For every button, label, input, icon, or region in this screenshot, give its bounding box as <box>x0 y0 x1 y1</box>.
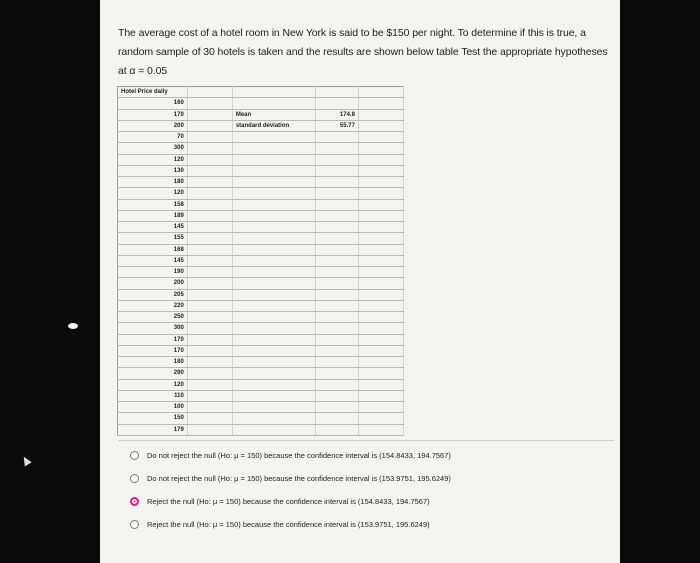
empty-cell <box>232 199 315 210</box>
empty-cell <box>358 379 403 390</box>
table-row <box>118 244 404 255</box>
empty-cell <box>358 98 403 109</box>
empty-cell <box>316 199 359 210</box>
price-cell: 130 <box>118 165 188 176</box>
empty-cell <box>187 334 232 345</box>
table-row <box>118 345 404 356</box>
radio-button-4[interactable] <box>130 520 139 529</box>
empty-cell <box>316 267 359 278</box>
table-row <box>118 379 404 390</box>
price-cell: 180 <box>118 177 188 188</box>
empty-cell <box>187 368 232 379</box>
answer-option-label: Reject the null (Ho: μ = 150) because the confidence interval is (153.9751, 195.6249) <box>147 519 430 529</box>
price-cell: 100 <box>118 402 188 413</box>
answer-option-2[interactable] <box>130 467 610 489</box>
radio-button-2[interactable] <box>130 474 139 483</box>
empty-cell <box>316 289 359 300</box>
empty-cell <box>316 334 359 345</box>
price-cell: 190 <box>118 267 188 278</box>
empty-cell <box>232 334 315 345</box>
empty-cell <box>232 357 315 368</box>
empty-cell <box>358 120 403 131</box>
price-cell: 145 <box>118 255 188 266</box>
empty-cell <box>316 222 359 233</box>
empty-cell <box>316 300 359 311</box>
answer-option-label: Do not reject the null (Ho: μ = 150) because the confidence interval is (153.9751, 195.6249) <box>147 473 451 483</box>
empty-cell <box>358 368 403 379</box>
price-cell: 180 <box>118 357 188 368</box>
empty-cell <box>358 210 403 221</box>
price-cell: 110 <box>118 390 188 401</box>
table-row <box>118 143 404 154</box>
empty-cell <box>316 424 359 435</box>
empty-cell <box>187 120 232 131</box>
empty-cell <box>358 87 403 98</box>
table-row <box>118 334 404 345</box>
stat-label: standard deviation <box>232 120 315 131</box>
empty-cell <box>358 154 403 165</box>
empty-cell <box>316 188 359 199</box>
empty-cell <box>187 300 232 311</box>
empty-cell <box>358 222 403 233</box>
table-row <box>118 323 404 334</box>
question-text: The average cost of a hotel room in New York is said to be $150 per night. To determine if this is true, a random sample of 30 hotels is taken and the results are shown below table Test the appropriate hypotheses at α = 0.05 <box>118 27 608 77</box>
empty-cell <box>232 289 315 300</box>
empty-cell <box>187 390 232 401</box>
empty-cell <box>358 267 403 278</box>
empty-cell <box>187 244 232 255</box>
table-header-row <box>118 87 404 98</box>
empty-cell <box>232 300 315 311</box>
empty-cell <box>232 222 315 233</box>
empty-cell <box>316 177 359 188</box>
empty-cell <box>358 413 403 424</box>
table-row <box>118 413 404 424</box>
price-cell: 150 <box>118 413 188 424</box>
empty-cell <box>316 413 359 424</box>
empty-cell <box>232 402 315 413</box>
table-row <box>118 312 404 323</box>
empty-cell <box>316 165 359 176</box>
table-row <box>118 199 404 210</box>
empty-cell <box>358 424 403 435</box>
radio-button-1[interactable] <box>130 451 139 460</box>
empty-cell <box>187 413 232 424</box>
empty-cell <box>358 255 403 266</box>
empty-cell <box>232 345 315 356</box>
empty-cell <box>187 345 232 356</box>
price-cell: 189 <box>118 210 188 221</box>
table-row <box>118 368 404 379</box>
empty-cell <box>316 87 359 98</box>
price-cell: 120 <box>118 379 188 390</box>
price-cell: 200 <box>118 120 188 131</box>
table-row <box>118 177 404 188</box>
answer-option-label: Reject the null (Ho: μ = 150) because the confidence interval is (154.8433, 194.7567) <box>147 496 430 506</box>
empty-cell <box>232 132 315 143</box>
price-cell: 300 <box>118 143 188 154</box>
empty-cell <box>358 188 403 199</box>
price-cell: 168 <box>118 244 188 255</box>
price-cell: 170 <box>118 345 188 356</box>
empty-cell <box>187 143 232 154</box>
empty-cell <box>316 312 359 323</box>
empty-cell <box>358 132 403 143</box>
table-row <box>118 188 404 199</box>
price-cell: 205 <box>118 289 188 300</box>
empty-cell <box>358 165 403 176</box>
empty-cell <box>316 132 359 143</box>
table-row <box>118 132 404 143</box>
empty-cell <box>232 98 315 109</box>
empty-cell <box>316 345 359 356</box>
divider <box>118 440 614 441</box>
empty-cell <box>316 98 359 109</box>
empty-cell <box>187 177 232 188</box>
empty-cell <box>187 165 232 176</box>
price-cell: 179 <box>118 424 188 435</box>
empty-cell <box>232 165 315 176</box>
table-row <box>118 109 404 120</box>
light-glare <box>68 323 78 329</box>
empty-cell <box>316 379 359 390</box>
answer-option-label: Do not reject the null (Ho: μ = 150) because the confidence interval is (154.8433, 194.7567) <box>147 450 451 460</box>
table-row <box>118 300 404 311</box>
empty-cell <box>358 278 403 289</box>
empty-cell <box>232 379 315 390</box>
empty-cell <box>358 357 403 368</box>
empty-cell <box>358 244 403 255</box>
empty-cell <box>358 109 403 120</box>
empty-cell <box>232 87 315 98</box>
price-cell: 120 <box>118 188 188 199</box>
empty-cell <box>232 143 315 154</box>
empty-cell <box>187 278 232 289</box>
empty-cell <box>187 154 232 165</box>
empty-cell <box>232 177 315 188</box>
empty-cell <box>187 402 232 413</box>
table-row <box>118 154 404 165</box>
empty-cell <box>316 233 359 244</box>
empty-cell <box>187 109 232 120</box>
empty-cell <box>232 154 315 165</box>
price-cell: 145 <box>118 222 188 233</box>
mouse-cursor-icon <box>20 455 31 467</box>
empty-cell <box>232 233 315 244</box>
table-row <box>118 120 404 131</box>
empty-cell <box>187 98 232 109</box>
table-row <box>118 402 404 413</box>
empty-cell <box>316 210 359 221</box>
empty-cell <box>358 143 403 154</box>
empty-cell <box>232 188 315 199</box>
table-row <box>118 357 404 368</box>
answer-options <box>130 444 610 536</box>
empty-cell <box>316 323 359 334</box>
empty-cell <box>187 222 232 233</box>
empty-cell <box>232 312 315 323</box>
stat-value: 55.77 <box>316 120 359 131</box>
empty-cell <box>316 244 359 255</box>
empty-cell <box>358 233 403 244</box>
hotel-price-table <box>117 86 404 436</box>
empty-cell <box>187 323 232 334</box>
empty-cell <box>316 143 359 154</box>
price-cell: 300 <box>118 323 188 334</box>
empty-cell <box>232 267 315 278</box>
table-row <box>118 424 404 435</box>
answer-option-1[interactable] <box>130 444 610 466</box>
empty-cell <box>232 390 315 401</box>
table-row <box>118 165 404 176</box>
empty-cell <box>316 278 359 289</box>
empty-cell <box>316 357 359 368</box>
empty-cell <box>187 199 232 210</box>
empty-cell <box>358 289 403 300</box>
empty-cell <box>187 233 232 244</box>
price-column-header: Hotel Price daily <box>118 87 188 98</box>
stat-label: Mean <box>232 109 315 120</box>
empty-cell <box>358 323 403 334</box>
table-row <box>118 222 404 233</box>
price-cell: 250 <box>118 312 188 323</box>
empty-cell <box>187 188 232 199</box>
answer-option-3[interactable] <box>130 490 610 512</box>
question-page <box>100 0 620 563</box>
empty-cell <box>232 278 315 289</box>
empty-cell <box>187 87 232 98</box>
table-row <box>118 255 404 266</box>
empty-cell <box>358 334 403 345</box>
table-row <box>118 289 404 300</box>
empty-cell <box>187 255 232 266</box>
answer-option-4[interactable] <box>130 513 610 535</box>
price-cell: 70 <box>118 132 188 143</box>
radio-button-3[interactable] <box>130 497 139 506</box>
stat-value: 174.8 <box>316 109 359 120</box>
price-cell: 158 <box>118 199 188 210</box>
empty-cell <box>232 413 315 424</box>
table-row <box>118 278 404 289</box>
empty-cell <box>316 255 359 266</box>
empty-cell <box>358 177 403 188</box>
price-cell: 155 <box>118 233 188 244</box>
empty-cell <box>232 244 315 255</box>
empty-cell <box>187 357 232 368</box>
table-row <box>118 390 404 401</box>
empty-cell <box>187 210 232 221</box>
price-cell: 120 <box>118 154 188 165</box>
empty-cell <box>316 390 359 401</box>
empty-cell <box>187 379 232 390</box>
price-cell: 220 <box>118 300 188 311</box>
table-row <box>118 98 404 109</box>
empty-cell <box>187 289 232 300</box>
empty-cell <box>187 132 232 143</box>
empty-cell <box>358 390 403 401</box>
empty-cell <box>358 312 403 323</box>
empty-cell <box>358 199 403 210</box>
empty-cell <box>358 402 403 413</box>
empty-cell <box>187 267 232 278</box>
table-row <box>118 267 404 278</box>
empty-cell <box>232 323 315 334</box>
price-cell: 290 <box>118 368 188 379</box>
empty-cell <box>316 368 359 379</box>
price-cell: 160 <box>118 98 188 109</box>
price-cell: 170 <box>118 334 188 345</box>
price-cell: 170 <box>118 109 188 120</box>
empty-cell <box>358 345 403 356</box>
empty-cell <box>232 424 315 435</box>
empty-cell <box>187 312 232 323</box>
empty-cell <box>316 402 359 413</box>
empty-cell <box>187 424 232 435</box>
table-row <box>118 210 404 221</box>
empty-cell <box>232 255 315 266</box>
empty-cell <box>232 368 315 379</box>
empty-cell <box>358 300 403 311</box>
table-row <box>118 233 404 244</box>
empty-cell <box>232 210 315 221</box>
price-cell: 200 <box>118 278 188 289</box>
empty-cell <box>316 154 359 165</box>
